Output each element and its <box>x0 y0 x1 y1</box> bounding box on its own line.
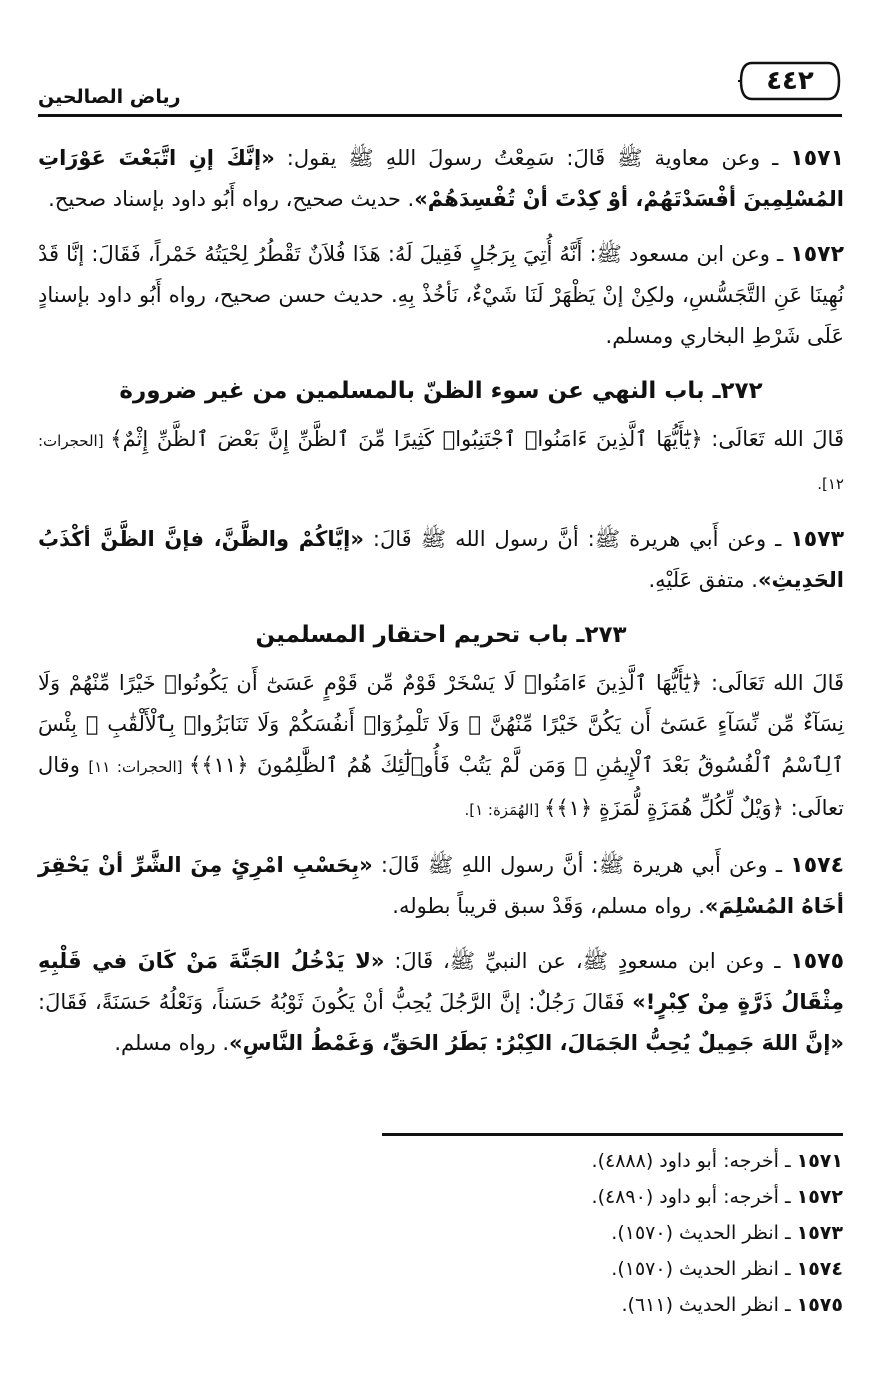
hadith-number: ١٥٧٤ <box>790 853 844 878</box>
header-rule <box>38 114 842 117</box>
footnote-number: ١٥٧٥ <box>796 1294 843 1316</box>
hadith-body: ـ وعن ابن مسعود ﷺ: أَنَّهُ أُتِيَ بِرَجُلٍ فَقِيلَ لَهُ: هَذَا فُلاَنٌ تَقْطُرُ لِحْيَتُهُ خَمْراً، فَقَالَ: إنَّا قَدْ نُهِينَا عَنِ التَّجَسُّسِ، ولكِنْ إنْ يَظْهَرْ لَنَا شَيْءٌ، نَأخُذْ بِهِ. حديث حسن صحيح، رواه أَبُو داود بإسنادٍ عَلَى شَرْطِ البخاري ومسلم. <box>38 242 844 348</box>
footnote-1575 <box>37 1287 843 1323</box>
running-title: رياض الصالحين <box>38 86 181 108</box>
footnote-text: ـ أخرجه: أبو داود (٤٨٨٨). <box>591 1150 797 1172</box>
footnotes <box>37 1143 843 1323</box>
hadith-intro: ـ وعن ابن مسعودٍ ﷺ، عن النبيِّ ﷺ، قَالَ: <box>384 949 791 973</box>
hadith-text: «لا يَدْخُلُ الجَنَّةَ مَنْ كَانَ في قَلْبِهِ مِثْقَالُ ذَرَّةٍ مِنْ كِبْرٍ!» <box>38 949 844 1014</box>
verse-connector: وقال تعالَى: <box>38 753 844 820</box>
chapter-272-title: ٢٧٢ـ باب النهي عن سوء الظنّ بالمسلمين من غير ضرورة <box>119 378 763 404</box>
hadith-outro: . رواه مسلم، وَقَدْ سبق قريباً بطوله. <box>392 894 705 918</box>
hadith-number: ١٥٧١ <box>790 146 844 171</box>
hadith-outro: . متفق عَلَيْهِ. <box>648 568 758 592</box>
footnote-1573 <box>37 1215 843 1251</box>
hadith-number: ١٥٧٥ <box>790 949 844 974</box>
quran-verses-hujurat-humaza <box>38 663 844 831</box>
footnote-1574 <box>37 1251 843 1287</box>
quran-text: ﴿يَٰٓأَيُّهَا ٱلَّذِينَ ءَامَنُوا۟ لَا يَسْخَرْ قَوْمٌ مِّن قَوْمٍ عَسَىٰٓ أَن يَكُونُوا۟ خَيْرًا مِّنْهُمْ وَلَا نِسَآءٌ مِّن نِّسَآءٍ عَسَىٰٓ أَن يَكُنَّ خَيْرًا مِّنْهُنَّ ۖ وَلَا تَلْمِزُوٓا۟ أَنفُسَكُمْ وَلَا تَنَابَزُوا۟ بِٱلْأَلْقَٰبِ ۖ بِئْسَ ٱلِٱسْمُ ٱلْفُسُوقُ بَعْدَ ٱلْإِيمَٰنِ ۚ وَمَن لَّمْ يَتُبْ فَأُو۟لَٰٓئِكَ هُمُ ٱلظَّٰلِمُونَ ﴿١١﴾﴾ <box>38 671 844 777</box>
verse-intro: قَالَ الله تَعَالَى: <box>702 671 845 695</box>
page-number-badge <box>738 60 842 102</box>
hadith-1571 <box>38 138 844 220</box>
verse-reference: [الحجرات: ١١] <box>88 758 190 776</box>
footnote-text: ـ انظر الحديث (١٥٧٠). <box>611 1258 797 1280</box>
quran-text: ﴿يَٰٓأَيُّهَا ٱلَّذِينَ ءَامَنُوا۟ ٱجْتَنِبُوا۟ كَثِيرًا مِّنَ ٱلظَّنِّ إِنَّ بَعْضَ ٱلظَّنِّ إِثْمٌ﴾ <box>110 427 703 451</box>
hadith-outro: . حديث صحيح، رواه أَبُو داود بإسناد صحيح. <box>48 187 415 211</box>
footnote-1571 <box>37 1143 843 1179</box>
footnote-number: ١٥٧٣ <box>796 1222 843 1244</box>
footnote-text: ـ انظر الحديث (٦١١). <box>621 1294 797 1316</box>
footnote-number: ١٥٧٢ <box>796 1186 843 1208</box>
chapter-273-title: ٢٧٣ـ باب تحريم احتقار المسلمين <box>255 622 627 648</box>
page-number: ٤٤٢ <box>766 66 814 96</box>
hadith-1573 <box>38 519 844 601</box>
verse-intro: قَالَ الله تَعَالَى: <box>702 427 844 451</box>
hadith-text-2: «إنَّ اللهَ جَمِيلٌ يُحِبُّ الجَمَالَ، الكِبْرُ: بَطَرُ الحَقِّ، وَغَمْطُ النَّاسِ» <box>229 1031 844 1055</box>
footnote-text: ـ انظر الحديث (١٥٧٠). <box>611 1222 797 1244</box>
page-header <box>38 56 842 118</box>
hadith-text: «إيَّاكُمْ والظَّنَّ، فإنَّ الظَّنَّ أكْذَبُ الحَدِيثِ» <box>38 527 844 592</box>
main-content <box>38 138 844 1064</box>
footnote-rule <box>382 1133 843 1136</box>
hadith-middle: فَقَالَ رَجُلٌ: إنَّ الرَّجُلَ يُحِبُّ أنْ يَكُونَ ثَوْبُهُ حَسَناً، وَنَعْلُهُ حَسَنَةً، فَقَالَ: <box>38 990 633 1014</box>
hadith-number: ١٥٧٣ <box>790 527 844 552</box>
hadith-outro: . رواه مسلم. <box>114 1031 230 1055</box>
quran-text-2: ﴿وَيْلٌ لِّكُلِّ هُمَزَةٍ لُّمَزَةٍ ﴿١﴾﴾ <box>544 796 784 820</box>
hadith-number: ١٥٧٢ <box>790 242 844 267</box>
hadith-1575 <box>38 941 844 1064</box>
quran-verse-hujurat-12 <box>38 419 844 505</box>
hadith-intro: ـ وعن معاوية ﷺ قَالَ: سَمِعْتُ رسولَ اللهِ ﷺ يقول: <box>274 146 791 170</box>
hadith-text: «بِحَسْبِ امْرِئٍ مِنَ الشَّرِّ أنْ يَحْقِرَ أخَاهُ المُسْلِمَ» <box>38 853 844 918</box>
hadith-1574 <box>38 845 844 927</box>
hadith-text: «إنَّكَ إنِ اتَّبَعْتَ عَوْرَاتِ المُسْلِمِينَ أفْسَدْتَهُمْ، أوْ كِدْتَ أنْ تُفْسِدَهُمْ» <box>38 146 844 211</box>
footnote-1572 <box>37 1179 843 1215</box>
footnote-number: ١٥٧١ <box>796 1150 843 1172</box>
footnote-number: ١٥٧٤ <box>796 1258 843 1280</box>
hadith-intro: ـ وعن أَبي هريرة ﷺ: أنَّ رسول الله ﷺ قَالَ: <box>363 527 791 551</box>
hadith-intro: ـ وعن أَبي هريرة ﷺ: أنَّ رسول اللهِ ﷺ قَالَ: <box>372 853 791 877</box>
verse-reference-2: [الهُمَزة: ١]. <box>464 801 545 819</box>
verse-reference: [الحجرات: ١٢]. <box>38 432 844 493</box>
hadith-1572 <box>38 234 844 357</box>
footnote-text: ـ أخرجه: أبو داود (٤٨٩٠). <box>591 1186 797 1208</box>
